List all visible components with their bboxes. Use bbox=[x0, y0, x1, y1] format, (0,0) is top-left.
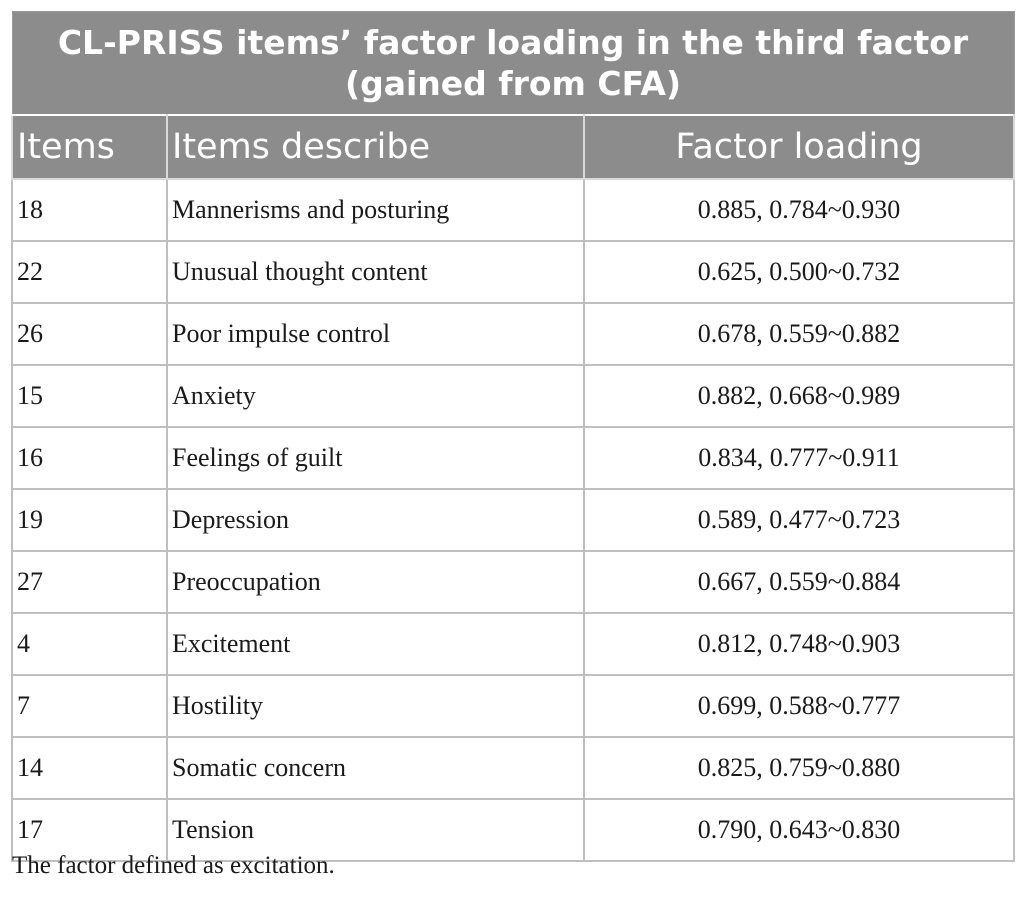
table-header-row bbox=[12, 115, 1014, 179]
item-number-cell: 22 bbox=[12, 241, 167, 303]
item-description-cell: Somatic concern bbox=[167, 737, 584, 799]
item-description-cell: Poor impulse control bbox=[167, 303, 584, 365]
item-description-cell: Mannerisms and posturing bbox=[167, 179, 584, 241]
item-number-cell: 4 bbox=[12, 613, 167, 675]
item-number-cell: 14 bbox=[12, 737, 167, 799]
factor-loading-cell: 0.882, 0.668~0.989 bbox=[584, 365, 1014, 427]
factor-loading-cell: 0.625, 0.500~0.732 bbox=[584, 241, 1014, 303]
item-description-cell: Depression bbox=[167, 489, 584, 551]
item-number-cell: 18 bbox=[12, 179, 167, 241]
item-number-cell: 27 bbox=[12, 551, 167, 613]
table-row bbox=[12, 737, 1014, 799]
item-description-cell: Preoccupation bbox=[167, 551, 584, 613]
factor-loading-cell: 0.667, 0.559~0.884 bbox=[584, 551, 1014, 613]
table-row bbox=[12, 489, 1014, 551]
item-description-cell: Feelings of guilt bbox=[167, 427, 584, 489]
factor-loading-table-container bbox=[11, 11, 1013, 862]
table-row bbox=[12, 427, 1014, 489]
item-number-cell: 16 bbox=[12, 427, 167, 489]
item-number-cell: 17 bbox=[12, 799, 167, 861]
table-body bbox=[12, 179, 1014, 861]
factor-loading-table bbox=[11, 11, 1015, 862]
table-title-row bbox=[12, 12, 1014, 115]
table-title: CL-PRISS items’ factor loading in the third factor (gained from CFA) bbox=[12, 12, 1014, 115]
table-row bbox=[12, 179, 1014, 241]
table-row bbox=[12, 365, 1014, 427]
table-row bbox=[12, 551, 1014, 613]
table-footnote: The factor defined as excitation. bbox=[12, 852, 335, 879]
item-description-cell: Unusual thought content bbox=[167, 241, 584, 303]
table-row bbox=[12, 675, 1014, 737]
column-header-items-describe: Items describe bbox=[167, 115, 584, 179]
column-header-items: Items bbox=[12, 115, 167, 179]
factor-loading-cell: 0.589, 0.477~0.723 bbox=[584, 489, 1014, 551]
factor-loading-cell: 0.825, 0.759~0.880 bbox=[584, 737, 1014, 799]
factor-loading-cell: 0.790, 0.643~0.830 bbox=[584, 799, 1014, 861]
table-row bbox=[12, 613, 1014, 675]
item-description-cell: Anxiety bbox=[167, 365, 584, 427]
factor-loading-cell: 0.678, 0.559~0.882 bbox=[584, 303, 1014, 365]
table-row bbox=[12, 303, 1014, 365]
item-number-cell: 26 bbox=[12, 303, 167, 365]
item-description-cell: Excitement bbox=[167, 613, 584, 675]
item-description-cell: Tension bbox=[167, 799, 584, 861]
table-row bbox=[12, 241, 1014, 303]
factor-loading-cell: 0.834, 0.777~0.911 bbox=[584, 427, 1014, 489]
item-number-cell: 15 bbox=[12, 365, 167, 427]
column-header-factor-loading: Factor loading bbox=[584, 115, 1014, 179]
factor-loading-cell: 0.699, 0.588~0.777 bbox=[584, 675, 1014, 737]
item-number-cell: 7 bbox=[12, 675, 167, 737]
factor-loading-cell: 0.812, 0.748~0.903 bbox=[584, 613, 1014, 675]
factor-loading-cell: 0.885, 0.784~0.930 bbox=[584, 179, 1014, 241]
item-description-cell: Hostility bbox=[167, 675, 584, 737]
item-number-cell: 19 bbox=[12, 489, 167, 551]
